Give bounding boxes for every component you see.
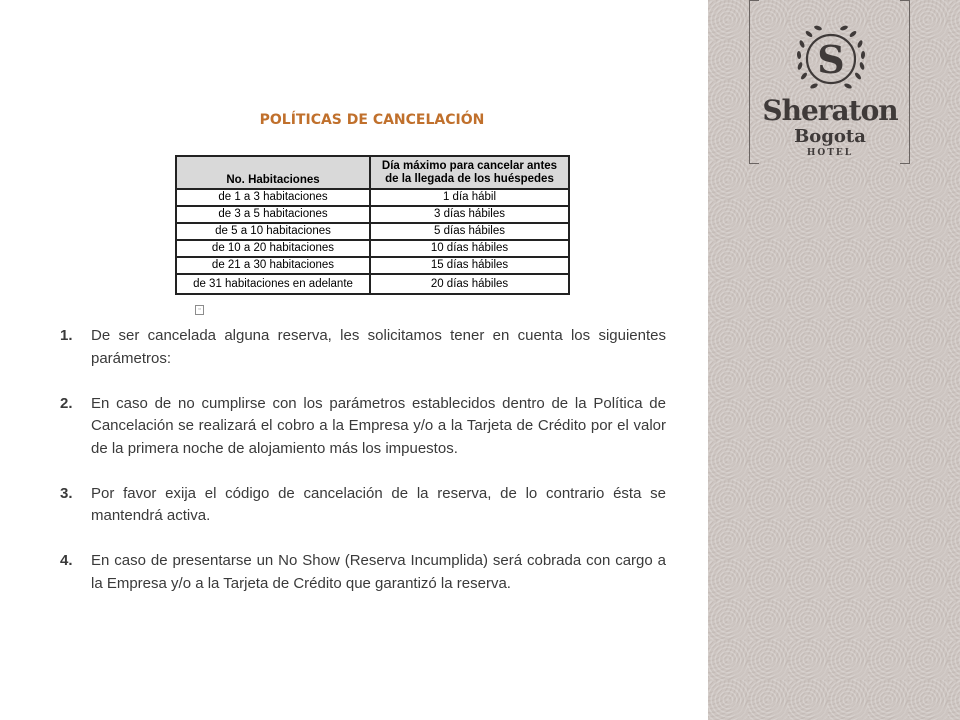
brand-hotel: HOTEL xyxy=(806,148,854,158)
list-item xyxy=(60,483,666,528)
list-item-text: En caso de no cumplirse con los parámetros establecidos dentro de la Política de Cancelación se realizará el cobro a la Empresa y/o a la Tarjeta de Crédito por el valor de la primera noche de alojamiento más los impuestos. xyxy=(91,394,666,457)
brand-logo xyxy=(740,96,920,158)
list-item-number: 2. xyxy=(60,394,73,412)
sheraton-emblem-icon xyxy=(788,18,874,104)
table-row xyxy=(176,189,569,206)
list-item-number: 3. xyxy=(60,484,73,502)
table-row xyxy=(176,206,569,223)
table-cell-rooms: de 21 a 30 habitaciones xyxy=(176,257,370,274)
table-cell-rooms: de 1 a 3 habitaciones xyxy=(176,189,370,206)
list-item-text: De ser cancelada alguna reserva, les solicitamos tener en cuenta los siguientes parámetros: xyxy=(91,327,666,367)
brand-name: Sheraton xyxy=(762,94,898,127)
list-item xyxy=(60,550,666,595)
page-title: POLÍTICAS DE CANCELACIÓN xyxy=(259,112,485,128)
broken-image-icon: ▫ xyxy=(195,305,204,315)
table-header-rooms: No. Habitaciones xyxy=(176,156,370,189)
cancellation-table xyxy=(175,155,570,295)
parameters-list xyxy=(60,325,666,618)
list-item xyxy=(60,393,666,461)
table-cell-deadline: 10 días hábiles xyxy=(370,240,569,257)
table-cell-deadline: 3 días hábiles xyxy=(370,206,569,223)
list-item-number: 4. xyxy=(60,552,73,569)
table-row xyxy=(176,223,569,240)
brand-city: Bogota xyxy=(794,126,866,147)
table-cell-rooms: de 3 a 5 habitaciones xyxy=(176,206,370,223)
table-header-row xyxy=(176,156,569,189)
list-item xyxy=(60,325,666,370)
list-item-text: En caso de presentarse un No Show (Reserva Incumplida) será cobrada con cargo a la Empresa y/o a la Tarjeta de Crédito que garantizó la reserva. xyxy=(91,552,666,592)
table-cell-rooms: de 31 habitaciones en adelante xyxy=(176,274,370,294)
table-cell-rooms: de 5 a 10 habitaciones xyxy=(176,223,370,240)
list-item-text: Por favor exija el código de cancelación de la reserva, de lo contrario ésta se mantendrá activa. xyxy=(91,484,666,524)
emblem-monogram: S xyxy=(817,37,845,82)
list-item-number: 1. xyxy=(60,327,73,344)
table-cell-deadline: 1 día hábil xyxy=(370,189,569,206)
table-row xyxy=(176,240,569,257)
table-cell-deadline: 20 días hábiles xyxy=(370,274,569,294)
table-row xyxy=(176,257,569,274)
table-row xyxy=(176,274,569,294)
table-cell-deadline: 5 días hábiles xyxy=(370,223,569,240)
table-cell-rooms: de 10 a 20 habitaciones xyxy=(176,240,370,257)
table-cell-deadline: 15 días hábiles xyxy=(370,257,569,274)
table-header-deadline: Día máximo para cancelar antes de la llegada de los huéspedes xyxy=(370,156,569,189)
